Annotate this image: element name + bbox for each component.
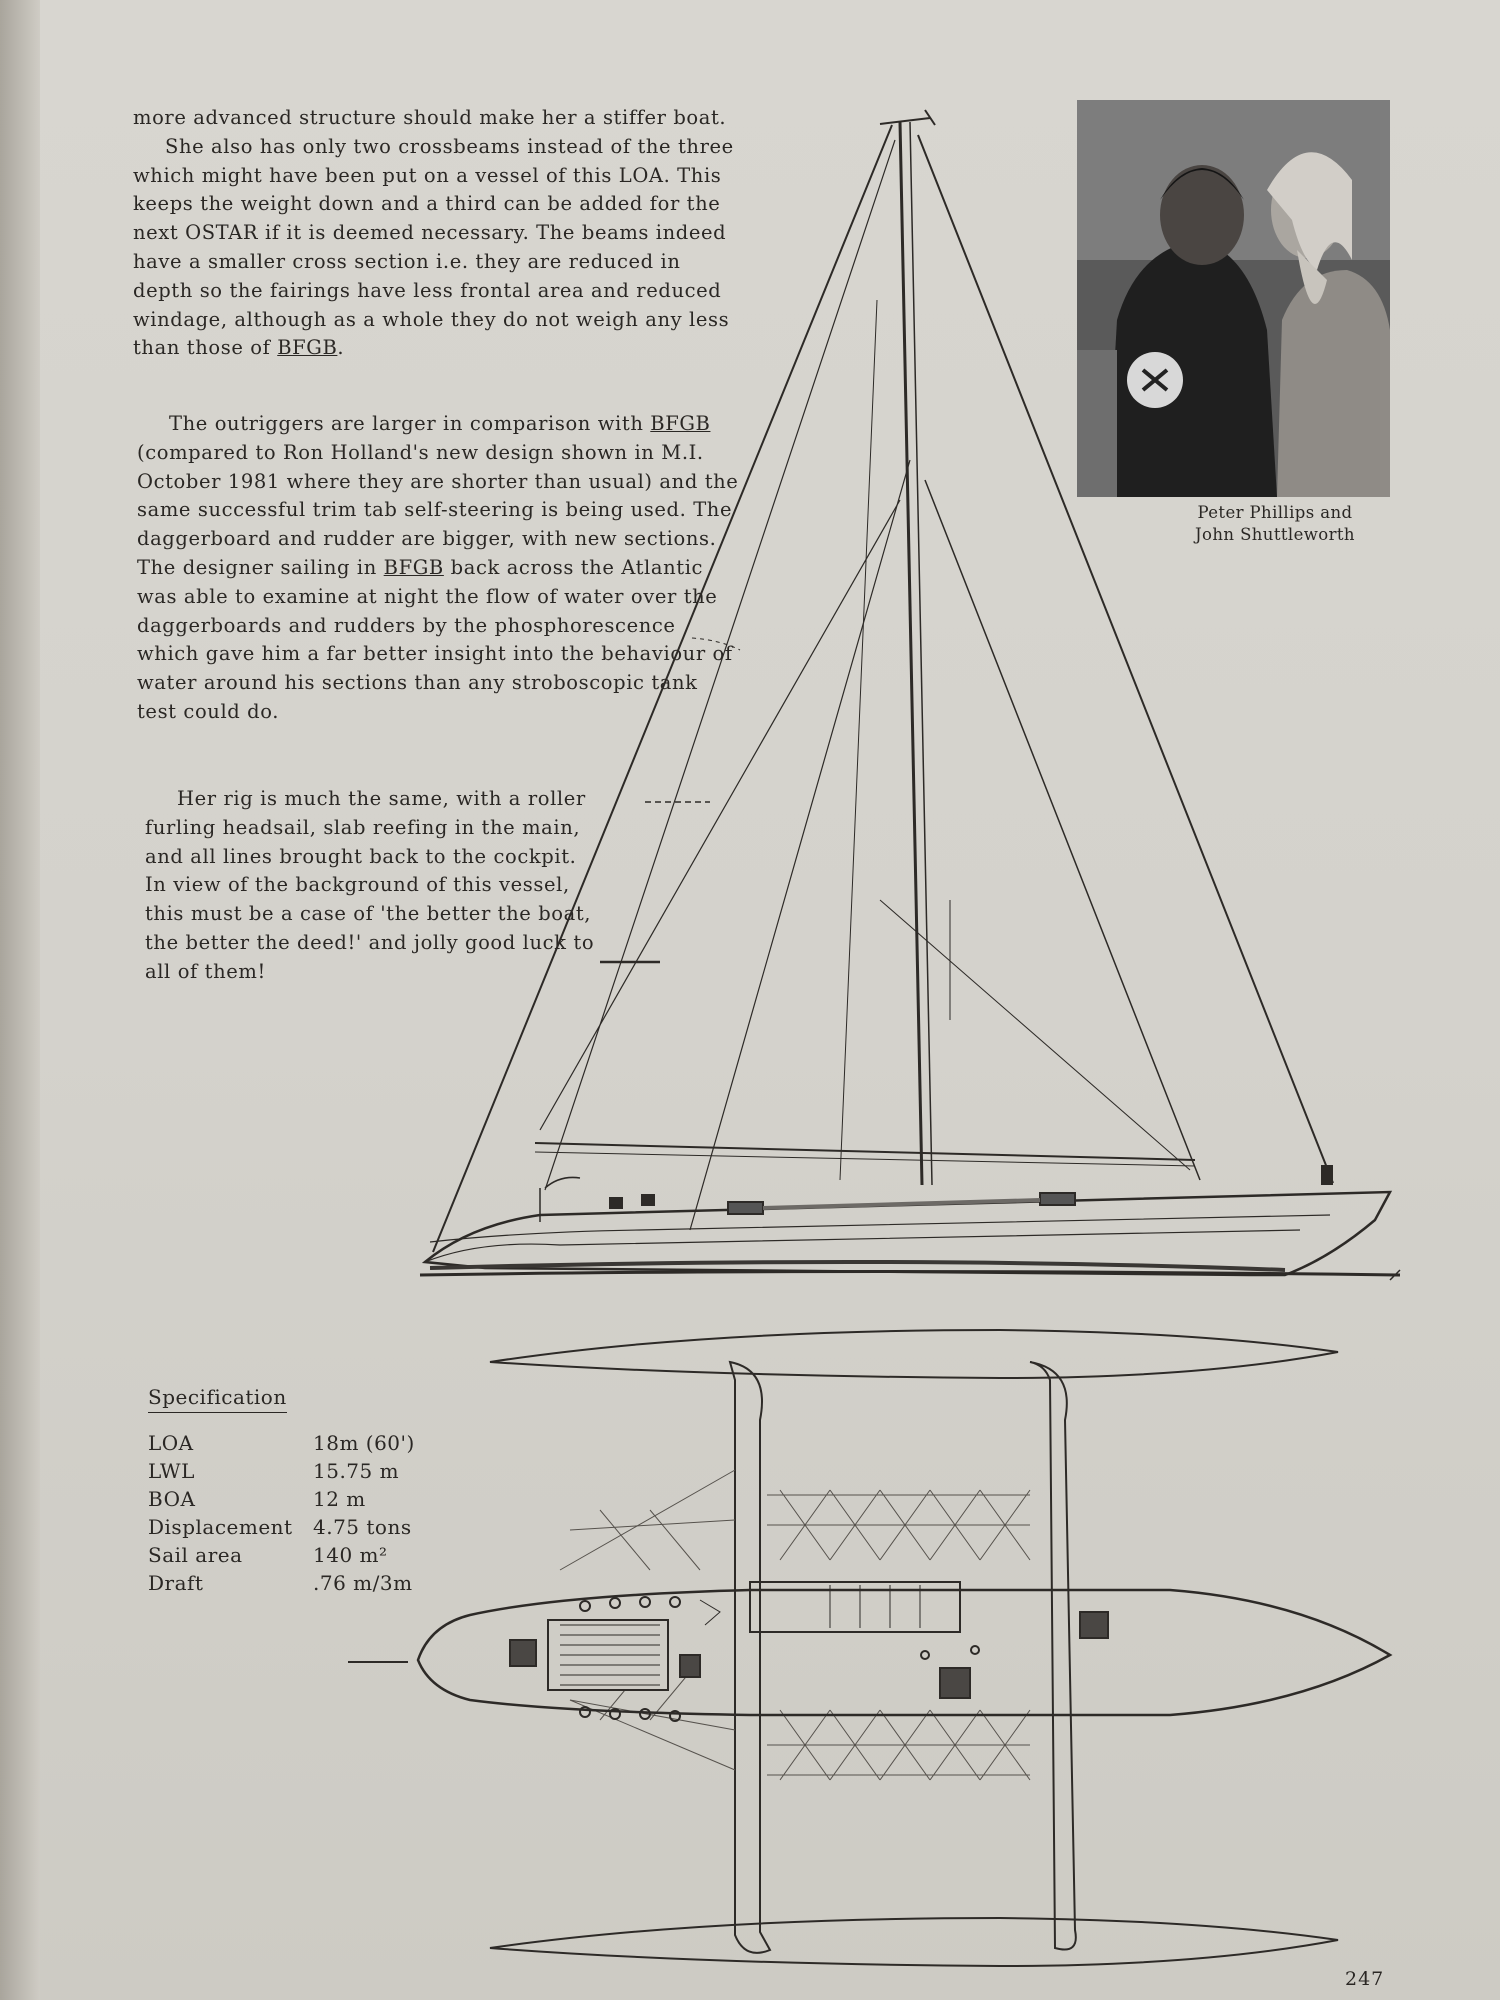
traveller-mark xyxy=(700,1600,720,1625)
spec-row-sail-area: Sail area 140 m² xyxy=(148,1543,388,1567)
spec-row-loa: LOA 18m (60') xyxy=(148,1431,415,1455)
cabin-windows xyxy=(830,1585,920,1628)
mast xyxy=(900,122,922,1185)
starboard-outrigger xyxy=(490,1918,1338,1966)
headsail-leech xyxy=(690,460,910,1230)
forward-crossbeam xyxy=(730,1362,770,1953)
jib-luff xyxy=(545,140,895,1190)
forestay xyxy=(433,125,892,1252)
spec-row-lwl: LWL 15.75 m xyxy=(148,1459,400,1483)
boom-lower-edge xyxy=(535,1152,1195,1166)
deck-edge xyxy=(425,1230,1300,1262)
mid-hatch xyxy=(940,1668,970,1698)
masthead xyxy=(880,110,935,125)
paragraph-4: Her rig is much the same, with a roller furling headsail, slab reefing in the main, and all lines brought back to the cockpit. In view of the background of this vessel, this must be a case of 'the better the boat, the better the deed!' and jolly good luck to all of them! xyxy=(145,787,595,983)
paragraph-2: She also has only two crossbeams instead of the three which might have been put on a vessel of this LOA. This keeps the weight down and a third can be added for the next OSTAR if it is deemed necessary. The beams indeed have a smaller cross section i.e. they are reduced in depth so the fairings have less frontal area and reduced windage, although as a whole they do not weigh any less than those of BFGB. xyxy=(133,134,734,360)
hatch-profile xyxy=(728,1202,763,1214)
deck-plan-drawing xyxy=(348,1330,1390,1966)
specification-table xyxy=(148,1385,415,1597)
bfgb-reference: BFGB xyxy=(277,336,338,360)
boom xyxy=(535,1143,1195,1160)
backstay xyxy=(918,135,1333,1183)
aft-crossbeam xyxy=(1030,1362,1076,1950)
spec-row-draft: Draft .76 m/3m xyxy=(148,1571,413,1595)
coachroof xyxy=(763,1200,1040,1208)
spec-row-boa: BOA 12 m xyxy=(148,1487,366,1511)
specification-title: Specification xyxy=(148,1385,287,1413)
mainsail-leech xyxy=(925,480,1200,1180)
jib-sheet-line xyxy=(840,300,877,1180)
sail-plan-drawing xyxy=(420,110,1400,1280)
winches xyxy=(610,1195,654,1208)
port-outrigger xyxy=(490,1330,1338,1378)
mast-step-fitting xyxy=(1322,1166,1332,1184)
cockpit-profile xyxy=(1040,1193,1075,1205)
paragraph-1: more advanced structure should make her a stiffer boat. xyxy=(133,106,727,129)
paragraph-3-block-a: The outriggers are larger in comparison with BFGB (compared to Ron Holland's new design shown in M.I. October 1981 where they are shorter than usual) and the same successful trim tab self-steering is being used. The daggerboard and rudder are bigger, with new sections. The designer sailing in BFGB back across the Atlantic was able to examine at night the flow of water over the daggerboards and rudders by the phosphorescence which gave him a far better insight into the behaviour of water around his sections than any stroboscopic tank test could do. xyxy=(137,412,739,723)
cockpit-hatch xyxy=(1080,1612,1108,1638)
mast-track xyxy=(910,122,932,1185)
waterline xyxy=(420,1272,1400,1276)
photo-caption: Peter Phillips and John Shuttleworth xyxy=(1195,503,1355,544)
page-number: 247 xyxy=(1345,1968,1385,1990)
winch-pad xyxy=(680,1655,700,1677)
spec-row-displacement: Displacement 4.75 tons xyxy=(148,1515,412,1539)
telltale-line xyxy=(692,638,740,650)
forward-hatch xyxy=(510,1640,536,1666)
